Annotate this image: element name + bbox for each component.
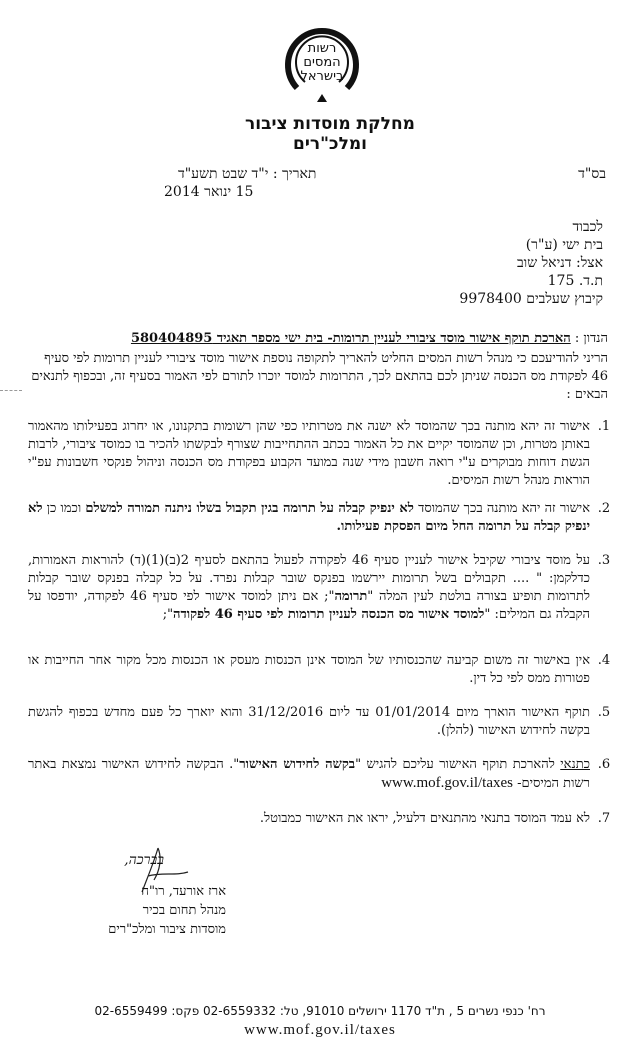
item-number: 3.	[597, 553, 611, 568]
date-hebrew: תאריך : י"ד שבט תשע"ד	[178, 166, 317, 182]
item-text	[28, 810, 590, 828]
recipient-line: ת.ד. 175	[547, 273, 603, 289]
footer-address: רח' כנפי נשרים 5 , ת"ד 1170 ירושלים 91010, טל: 02-6559332 פקס: 02-6559499	[94, 1004, 546, 1018]
signer-department: מוסדות ציבור ומלכ"רים	[108, 922, 226, 937]
text-segment: וכמו כן	[42, 501, 86, 516]
condition-item	[28, 810, 618, 828]
text-segment: על מוסד ציבורי שקיבל אישור לעניין סעיף 46 לפקודה לפעול בהתאם לסעיף 2(ב)(1)(ד) להוראות האמורות, כדלקמן: " .... תקבולים בשל תרומות יירשמו בפנקס שובר קבלות נפרד. על כל קבלה בפנקס שובר קבלות לתרומות תופיע בצורה בולטת לעין המלה "	[28, 553, 590, 604]
emphasized-text: לא ינפיק קבלה על תרומה בגין תקבול בשלו ניתנה תמורה למשלם	[85, 501, 414, 516]
closing-blessing: בברכה,	[124, 852, 164, 868]
recipient-line: אצל: דניאל שוב	[516, 255, 603, 271]
text-segment: אישור זה יהא מותנה בכך שהמוסד לא ישנה את מטרותיו כפי שהן רשומות בתקנונו, או יחרוג בפעילותו מהאמור באותן מטרות, וכן שהמוסד יקיים את כל האמור בכתב ההתחייבות שצורף לבקשתו להכיר בו כמוסד ציבורי, לרבות הגשת דוחות מבוקרים ע"י רואה חשבון מידי שנה במועד הקבוע בפקודת מס הכנסה וניהול פנקסי חשבונות עפ"י הוראות מנהל רשות המיסים.	[28, 419, 590, 488]
item-text	[28, 552, 590, 624]
emphasized-text: בקשה לחידוש האישור	[239, 757, 356, 772]
item-text	[28, 418, 590, 490]
text-segment: להארכת תוקף האישור עליכם להגיש "	[355, 757, 561, 772]
item-text	[28, 500, 590, 536]
recipient-line: בית ישי (ע"ר)	[525, 237, 603, 253]
website-link[interactable]: www.mof.gov.il/taxes	[381, 775, 513, 791]
recipient-line: לכבוד	[572, 219, 603, 235]
emphasized-text: למוסד אישור מס הכנסה לעניין תרומות לפי סעיף 46 לפקודה	[173, 607, 485, 622]
condition-item	[28, 552, 618, 624]
subject-text: הארכת תוקף אישור מוסד ציבורי לעניין תרומות- בית ישי מספר תאגיד 580404895	[130, 331, 571, 346]
recipient-line: קיבוץ שעלבים 9978400	[459, 291, 603, 307]
condition-item	[28, 756, 618, 793]
logo-line: רשות	[307, 41, 337, 56]
condition-item	[28, 652, 618, 688]
logo-line: המסים	[303, 55, 341, 70]
emphasized-text: תרומה	[334, 589, 368, 604]
item-number: 2.	[597, 501, 611, 516]
item-number: 5.	[597, 705, 611, 720]
subject-line	[30, 330, 608, 346]
footer-website-link[interactable]: www.mof.gov.il/taxes	[244, 1022, 396, 1038]
text-segment: אישור זה יהא מותנה בכך שהמוסד	[413, 501, 591, 516]
item-number: 4.	[597, 653, 611, 668]
item-text	[28, 652, 590, 688]
logo-text	[283, 42, 361, 84]
text-segment: ". הבקשה לחידוש האישור נמצאת באתר רשות המיסים-	[28, 757, 590, 791]
bsd-mark: בס"ד	[578, 166, 606, 182]
logo-line: בישראל	[300, 69, 344, 84]
text-segment: כתנאי	[560, 757, 590, 772]
condition-item	[28, 704, 618, 740]
subject-label: הנדון :	[574, 331, 608, 346]
signer-name: ארז אורעד, רו"ח	[141, 884, 226, 899]
text-segment: לא עמד המוסד בתנאי מהתנאים דלעיל, יראו את האישור כמבוטל.	[259, 811, 590, 826]
condition-item	[28, 418, 618, 490]
text-segment: תוקף האישור הוארך מיום 01/01/2014 עד ליום 31/12/2016 והוא יוארך כל פעם מחדש בכפוף להגשת בקשה לחידוש האישור (להלן).	[28, 705, 590, 738]
text-segment: אין באישור זה משום קביעה שהכנסותיו של המוסד אינן הכנסות מעסק או הכנסות מכל מקור אחר החייבות או פטורות ממס לפי כל דין.	[28, 653, 590, 686]
date-gregorian: 15 ינואר 2014	[164, 184, 254, 200]
item-text	[28, 704, 590, 740]
emphasized-text: לא ינפיק קבלה על תרומה החל מיום הפסקת פעילותו.	[28, 501, 590, 534]
item-number: 1.	[597, 419, 611, 434]
item-text	[28, 756, 590, 793]
intro-paragraph: הריני להודיעכם כי מנהל רשות המסים החליט להאריך לתקופה נוספת אישור מוסד ציבורי לעניין תרומות לפי סעיף 46 לפקודת מס הכנסה שניתן לכם בהתאם לכך, התרומות למוסד יוכרו לתורם לפי האמור בסעיף זה, ובכפוף לתנאים הבאים :	[31, 351, 608, 402]
text-segment: "; אם ניתן למוסד אישור לפי סעיף 46 לפקודה, יודפסו על הקבלה גם המילים: "	[28, 589, 590, 622]
signer-title: מנהל תחום בכיר	[142, 903, 226, 918]
condition-item	[28, 500, 618, 536]
text-segment: ";	[162, 607, 174, 622]
item-number: 7.	[597, 811, 611, 826]
department-name: מחלקת מוסדות ציבור ומלכ"רים	[245, 114, 415, 154]
tax-authority-logo	[283, 18, 361, 106]
item-number: 6.	[597, 757, 611, 772]
scan-artifact-line	[0, 390, 22, 392]
